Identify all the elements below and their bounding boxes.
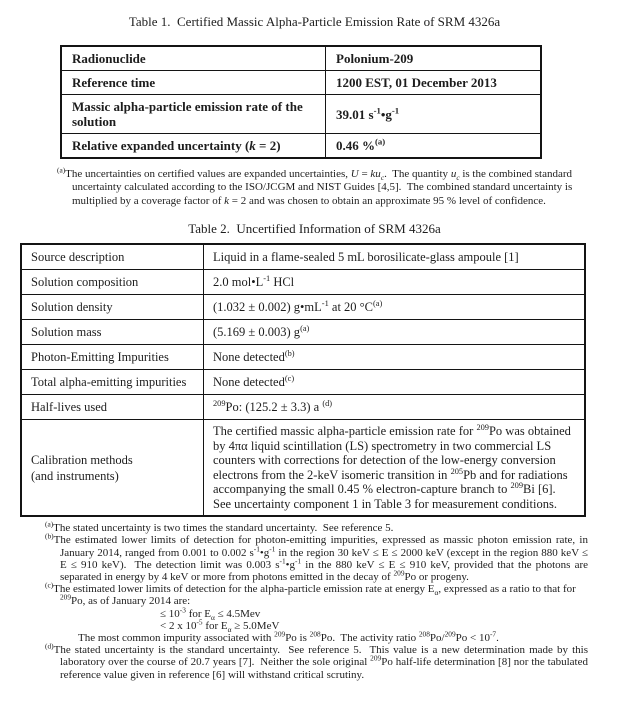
row-label: Source description: [21, 244, 204, 270]
footnote-marker: (b): [45, 531, 54, 541]
row-value: 0.46 %$^{(a)}$: [326, 134, 542, 159]
footnote-subline: < 2 x $10^{-5}$ for $E_\alpha \ge 5.0MeV$: [160, 617, 280, 635]
row-label: Solution mass: [21, 320, 204, 345]
row-value: The certified massic alpha-particle emission rate for $^{209}$Po was obtained by 4πα liquid scintillation (LS) spectrometry in two commercial LS counters with corrections for detection of the low-energy conversion electrons from the 2-keV isomeric transition in $^{205}$Pb and for radiations accompanying the small 0.45 % electron-capture branch to $^{209}$Bi [6]. See uncertainty component 1 in Table 3 for measurement conditions.: [204, 420, 586, 517]
row-value: None detected$^{(c)}$: [204, 370, 586, 395]
footnote-subline: ≤ $10^{-3}$ for $E_\alpha \le 4.5Mev$: [160, 604, 261, 622]
table1-footnote: [57, 165, 584, 208]
footnote-text: The estimated lower limits of detection for the alpha-particle emission rate at energy $E_\alpha$, expressed as a ratio to that for $^{209}$Po, as of January 2014 are:: [53, 583, 576, 608]
row-label: Massic alpha-particle emission rate of the solution: [61, 95, 326, 134]
table-row: [61, 95, 541, 134]
footnote-marker: (a): [57, 165, 66, 175]
row-label: Total alpha-emitting impurities: [21, 370, 204, 395]
table-row: [61, 134, 541, 159]
table1-title: Table 1. Certified Massic Alpha-Particle Emission Rate of SRM 4326a: [128, 14, 501, 29]
footnote-marker: (c): [45, 580, 54, 590]
footnote-text: The estimated lower limits of detection for photon-emitting impurities, expressed as massic photon emission rate, in January 2014, ranged from 0.001 to 0.002 $s^{-1}•g^{-1}$ in the region 30 keV ≤ E ≤ 2000 keV (except in the region 880 keV ≤ E ≤ 910 keV). The detection limit was 0.003 $s^{-1}•g^{-1}$ in the 880 keV ≤ E ≤ 910 keV, provided that the photons are separated in energy by 4 keV or more from photons emitted in the decay of $^{209}$Po or progeny.: [53, 534, 588, 584]
row-label: Radionuclide: [61, 46, 326, 71]
table-row: [21, 244, 585, 270]
row-value: $^{209}$Po: (125.2 ± 3.3) a $^{(d)}$: [204, 395, 586, 420]
table-row: [21, 395, 585, 420]
footnote-text: The stated uncertainty is the standard uncertainty. See reference 5. This value is a new determination made by this laboratory over the course of 20.7 years [7]. Neither the sole original $^{209}$Po half-life determination [8] nor the tabulated reference value given in reference [6] will withstand critical scrutiny.: [53, 644, 589, 681]
row-label: Solution density: [21, 295, 204, 320]
row-label: Photon-Emitting Impurities: [21, 345, 204, 370]
footnote-text: The stated uncertainty is two times the standard uncertainty. See reference 5.: [53, 522, 394, 535]
row-value: None detected$^{(b)}$: [204, 345, 586, 370]
footnote-tail: The most common impurity associated with $^{209}$Po is $^{208}$Po. The activity ratio $^{208}Po/^{209}Po < 10^{-7}$.: [78, 629, 499, 645]
row-value: Liquid in a flame-sealed 5 mL borosilicate-glass ampoule [1]: [204, 244, 586, 270]
table-row: [61, 71, 541, 95]
row-value: (1.032 ± 0.002) $g•mL^{-1}$ at 20 $^\circ C^{(a)}$: [204, 295, 586, 320]
row-label: Relative expanded uncertainty (k = 2): [61, 134, 326, 159]
table-row: [61, 46, 541, 71]
footnote: [45, 641, 589, 681]
row-label: Solution composition: [21, 270, 204, 295]
footnote-text: The uncertainties on certified values are expanded uncertainties, $U = ku_c$. The quantity $u_c$ is the combined standard uncertainty calculated according to the ISO/JCGM and NIST Guides [4,5]. The combined standard uncertainty is multiplied by a coverage factor of k = 2 and was chosen to obtain an approximate 95 % level of confidence.: [65, 168, 573, 207]
footnote: [45, 531, 588, 584]
row-label: Reference time: [61, 71, 326, 95]
table2-title: Table 2. Uncertified Information of SRM 4326a: [188, 221, 441, 237]
row-label: Calibration methods (and instruments): [21, 420, 204, 517]
row-value: 1200 EST, 01 December 2013: [326, 71, 542, 95]
table-row: [21, 420, 585, 517]
row-label: Half-lives used: [21, 395, 204, 420]
footnote: [45, 519, 588, 535]
table-row: [21, 295, 585, 320]
footnote-marker: (d): [45, 641, 54, 651]
table2: [20, 243, 586, 517]
footnote: [45, 580, 588, 645]
table-row: [21, 345, 585, 370]
row-value: (5.169 ± 0.003) $g^{(a)}$: [204, 320, 586, 345]
row-value: 2.0 $mol•L^{-1}$ HCl: [204, 270, 586, 295]
row-value: Polonium-209: [326, 46, 542, 71]
table-row: [21, 320, 585, 345]
footnotes-section: [45, 519, 589, 681]
footnote-marker: (a): [45, 519, 54, 529]
table-row: [21, 370, 585, 395]
table-row: [21, 270, 585, 295]
row-value: 39.01 $s^{-1}•g^{-1}$: [326, 95, 542, 134]
table1: [60, 45, 542, 159]
